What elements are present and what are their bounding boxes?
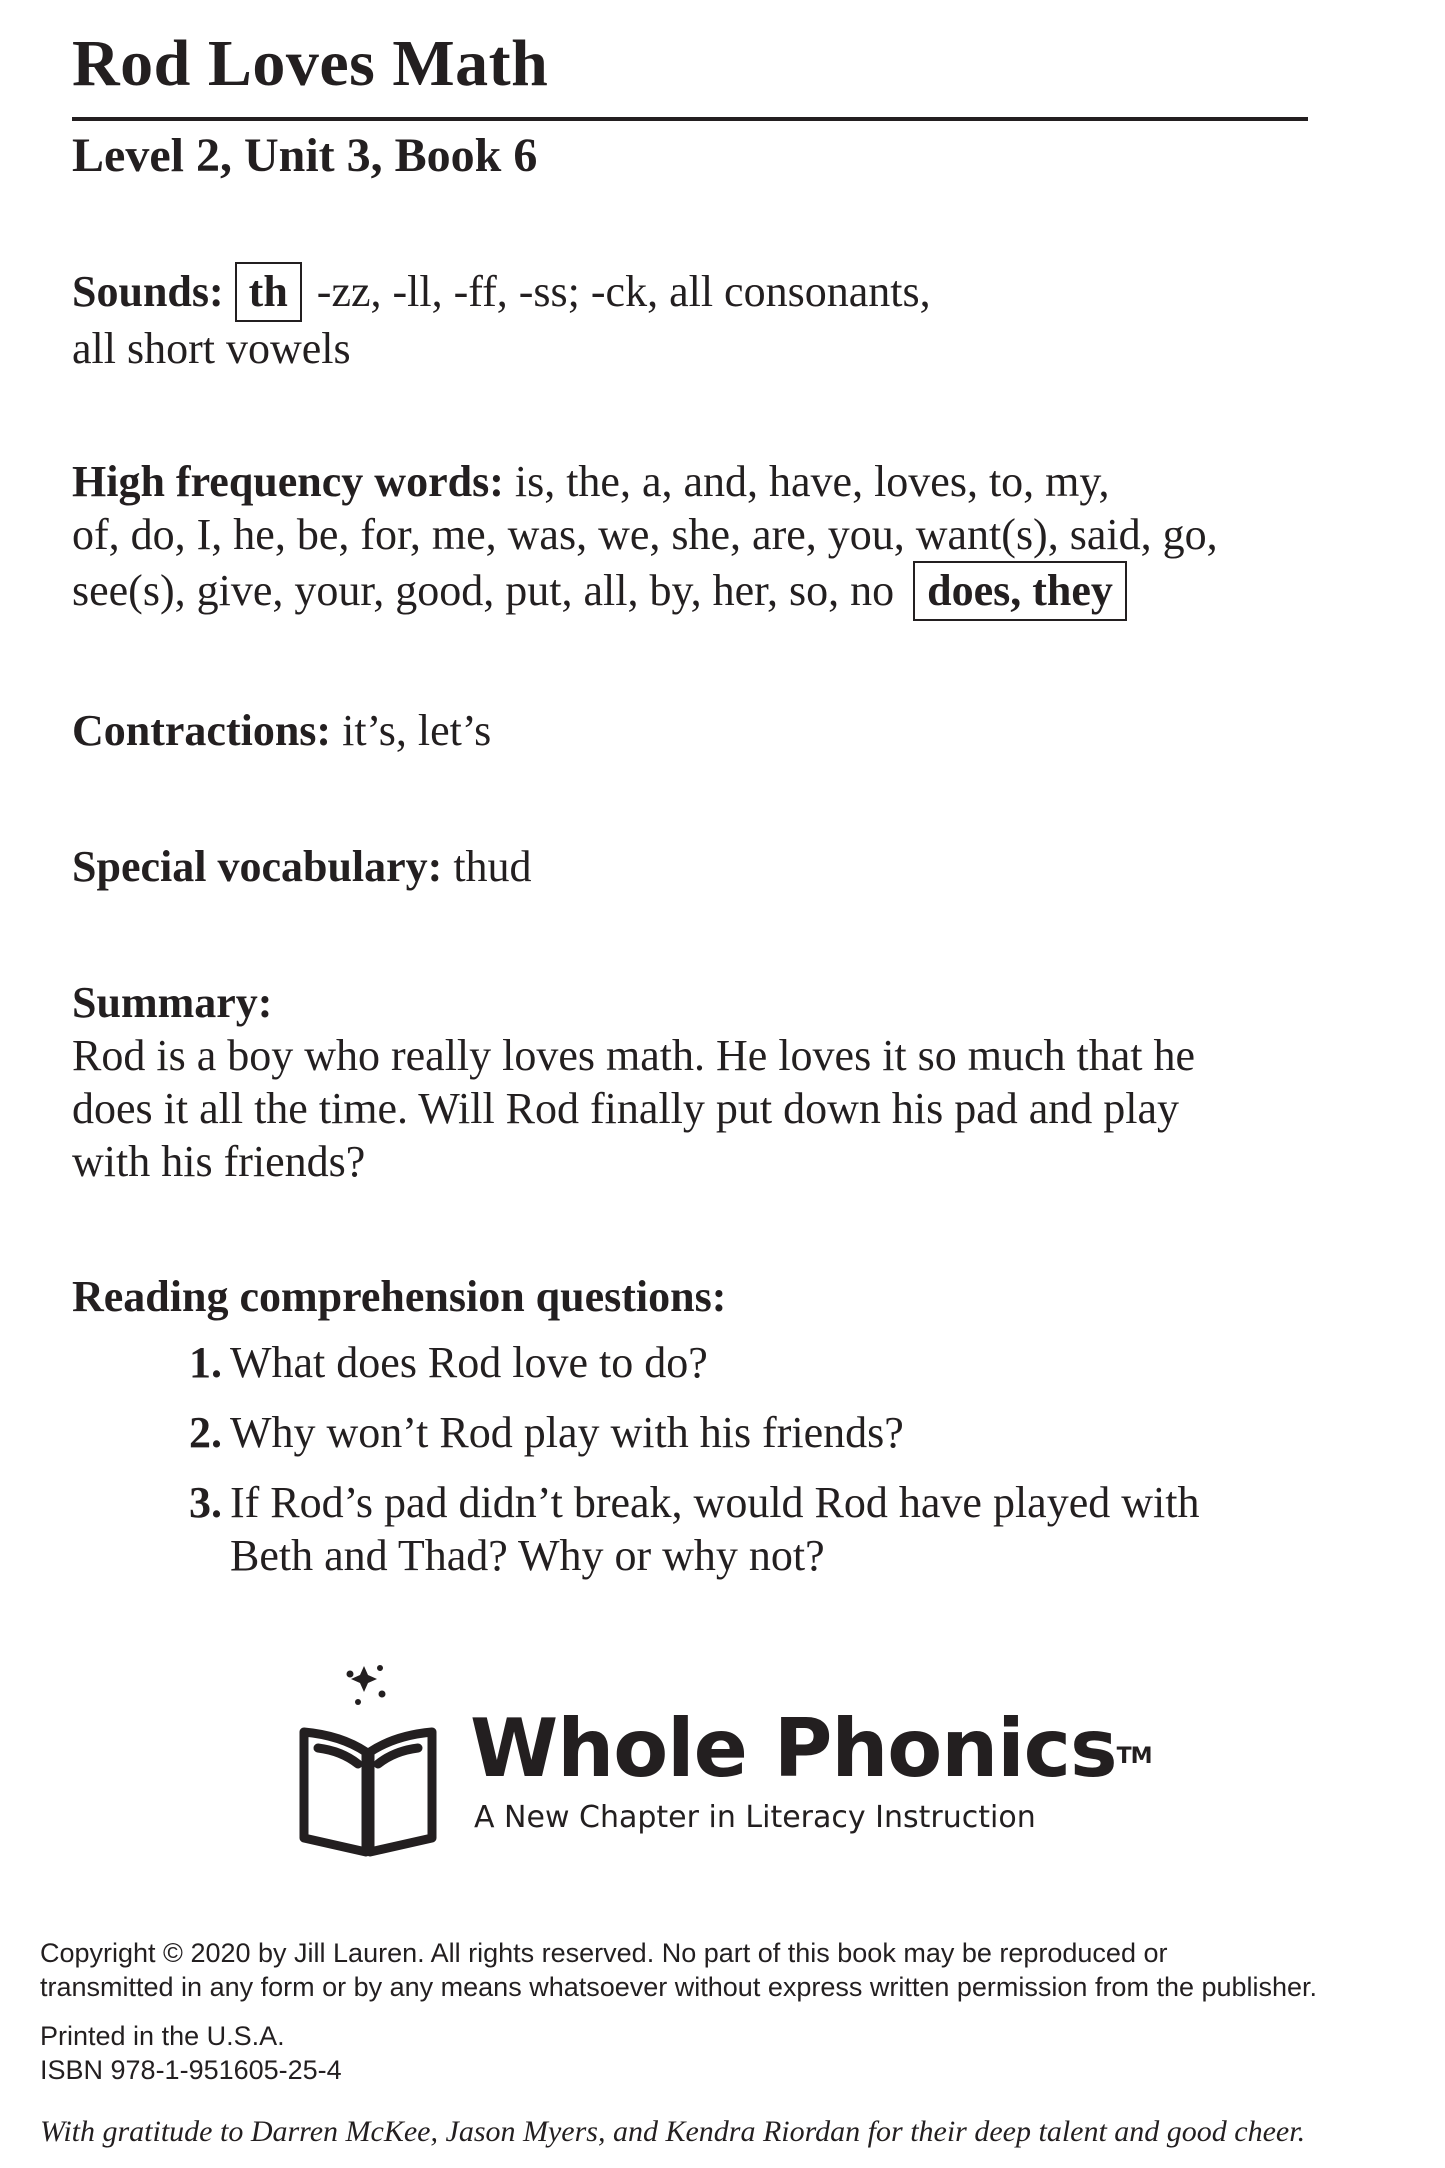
comprehension-question-list <box>170 1336 1320 1599</box>
hfw-line-1 <box>72 455 1312 508</box>
question-text-line-1: What does Rod love to do? <box>230 1338 708 1387</box>
contractions-section <box>72 704 1312 757</box>
hfw-text-line-3: see(s), give, your, good, put, all, by, her, so, no <box>72 566 895 615</box>
sounds-text-line-2: all short vowels <box>72 324 351 373</box>
open-book-icon <box>290 1660 460 1860</box>
hfw-label: High frequency words: <box>72 457 504 506</box>
question-item <box>170 1336 1320 1389</box>
question-number: 3. <box>189 1478 222 1527</box>
contractions-label: Contractions: <box>72 706 332 755</box>
copyright-line-1: Copyright © 2020 by Jill Lauren. All rights reserved. No part of this book may be reproduced or <box>40 1938 1168 1968</box>
question-number: 2. <box>189 1408 222 1457</box>
question-text-line-1: Why won’t Rod play with his friends? <box>230 1408 904 1457</box>
question-number: 1. <box>189 1338 222 1387</box>
sounds-label: Sounds: <box>72 267 224 316</box>
special-vocabulary-label: Special vocabulary: <box>72 842 443 891</box>
sounds-text-line-1: -zz, -ll, -ff, -ss; -ck, all consonants, <box>316 267 931 316</box>
sounds-section <box>72 262 1312 375</box>
brand-name <box>470 1704 1152 1794</box>
high-frequency-section <box>72 455 1312 621</box>
question-text <box>230 1476 1199 1582</box>
sounds-line-1 <box>72 262 1312 322</box>
hfw-text-line-1: is, the, a, and, have, loves, to, my, <box>514 457 1110 506</box>
hfw-highlight-box: does, they <box>913 561 1127 621</box>
summary-line-2: does it all the time. Will Rod finally put down his pad and play <box>72 1084 1180 1133</box>
acknowledgement: With gratitude to Darren McKee, Jason Myers, and Kendra Riordan for their deep talent and good cheer. <box>40 2115 1306 2148</box>
question-text <box>230 1336 708 1389</box>
question-text-line-1: If Rod’s pad didn’t break, would Rod have played with <box>230 1478 1200 1527</box>
contractions-text: it’s, let’s <box>342 706 492 755</box>
isbn-number: ISBN 978-1-951605-25-4 <box>40 2055 342 2085</box>
question-item <box>170 1476 1320 1582</box>
copyright-notice <box>40 1936 1420 2004</box>
question-item <box>170 1406 1320 1459</box>
summary-line-1: Rod is a boy who really loves math. He loves it so much that he <box>72 1031 1196 1080</box>
brand-name-text: Whole Phonics <box>470 1702 1117 1795</box>
book-title: Rod Loves Math <box>72 27 549 100</box>
book-level-subtitle: Level 2, Unit 3, Book 6 <box>72 129 538 182</box>
summary-label: Summary: <box>72 978 273 1027</box>
special-vocabulary-text: thud <box>453 842 532 891</box>
trademark-mark: TM <box>1116 1744 1152 1769</box>
hfw-line-3 <box>72 561 1312 621</box>
title-divider <box>72 117 1308 121</box>
summary-section <box>72 976 1312 1188</box>
copyright-line-2: transmitted in any form or by any means whatsoever without express written permission from the publisher. <box>40 1972 1318 2002</box>
question-text-line-2: Beth and Thad? Why or why not? <box>230 1531 825 1580</box>
printed-location: Printed in the U.S.A. <box>40 2021 285 2051</box>
print-info <box>40 2019 1420 2087</box>
sounds-highlight-box: th <box>235 262 302 322</box>
summary-line-3: with his friends? <box>72 1137 366 1186</box>
brand-tagline: A New Chapter in Literacy Instruction <box>474 1800 1036 1835</box>
comprehension-section <box>72 1270 1312 1323</box>
whole-phonics-logo <box>290 1660 1152 1860</box>
special-vocabulary-section <box>72 840 1312 893</box>
hfw-text-line-2: of, do, I, he, be, for, me, was, we, she, are, you, want(s), said, go, <box>72 510 1218 559</box>
comprehension-label: Reading comprehension questions: <box>72 1272 727 1321</box>
question-text <box>230 1406 904 1459</box>
